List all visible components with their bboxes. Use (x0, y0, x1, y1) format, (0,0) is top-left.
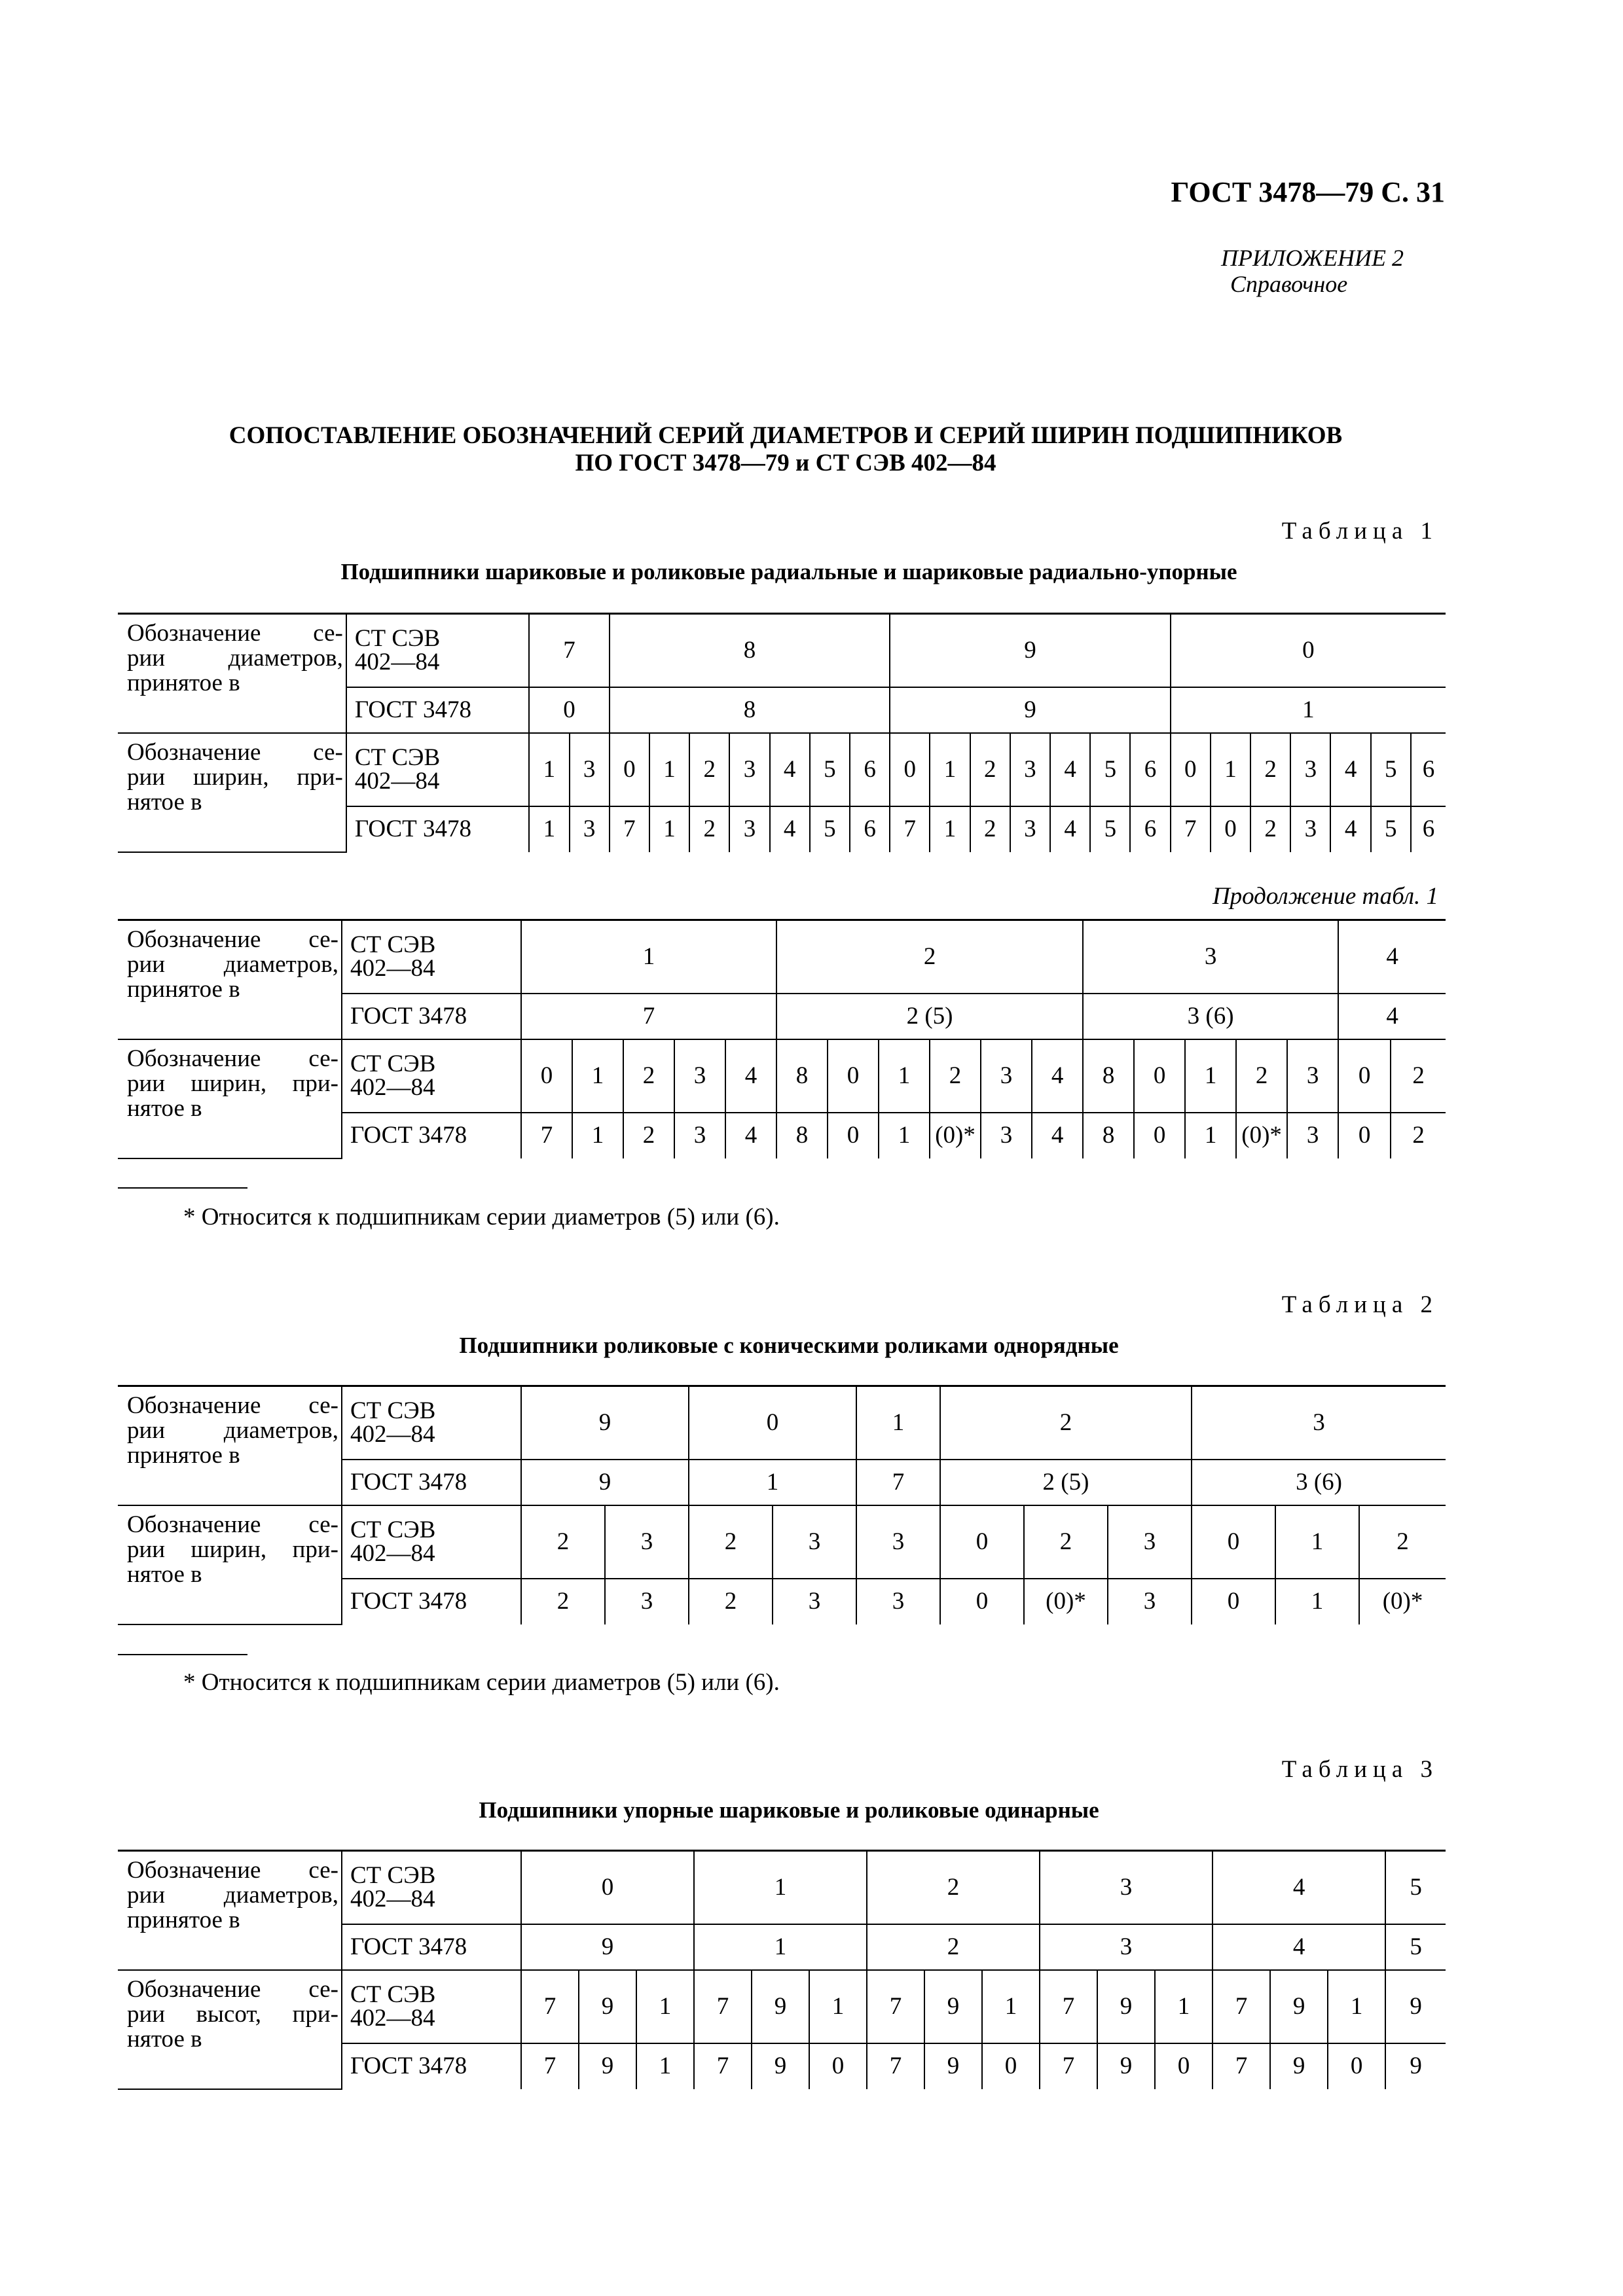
st-sev-label: СТ СЭВ 402—84 (342, 1505, 521, 1579)
table-cell: 0 (1338, 1113, 1391, 1158)
table-cell: 4 (725, 1039, 776, 1113)
table-cell: 3 (1287, 1039, 1338, 1113)
table-cell: 3 (1290, 806, 1330, 852)
gost-label: ГОСТ 3478 (342, 1460, 521, 1505)
table-cell: 8 (776, 1039, 828, 1113)
table-cell: 5 (1371, 806, 1411, 852)
table-cell: 2 (867, 1851, 1040, 1924)
table-cell: 0 (982, 2043, 1040, 2089)
table-cell: 5 (1385, 1851, 1446, 1924)
table-cell: 5 (1371, 733, 1411, 806)
table-cell: 7 (1040, 1970, 1097, 2043)
table-cell: 0 (521, 1851, 694, 1924)
main-title-line2: ПО ГОСТ 3478—79 и СТ СЭВ 402—84 (575, 450, 996, 476)
table-cell: 3 (773, 1505, 856, 1579)
gost-label: ГОСТ 3478 (342, 994, 521, 1039)
table-cell: 6 (1130, 806, 1170, 852)
table-cell: 6 (1411, 733, 1446, 806)
table-cell: 4 (1213, 1924, 1385, 1970)
table-cell: 0 (1211, 806, 1250, 852)
table-cell: 2 (5) (940, 1460, 1192, 1505)
table-cell: 0 (1134, 1039, 1185, 1113)
table2-width-desc: Обозначение се- рии ширин, при- нятое в (118, 1505, 342, 1624)
table-cell: 4 (1032, 1039, 1083, 1113)
table-cell: 1 (1211, 733, 1250, 806)
table-cell: 4 (770, 733, 810, 806)
table-cell: 0 (809, 2043, 867, 2089)
table-cell: 5 (1090, 806, 1130, 852)
table-cell: (0)* (930, 1113, 981, 1158)
table-cell: 4 (1050, 806, 1090, 852)
table-cell: 2 (1250, 806, 1290, 852)
table1-continuation-label: Продолжение табл. 1 (1212, 883, 1438, 910)
table-cell: 3 (856, 1579, 940, 1624)
table-cell: 9 (924, 1970, 982, 2043)
table-cell: 9 (579, 2043, 636, 2089)
table-cell: 2 (689, 806, 729, 852)
table-cell: 7 (1213, 2043, 1270, 2089)
footnote-rule (118, 1654, 247, 1655)
table-cell: 9 (890, 687, 1170, 733)
table-cell: 9 (1385, 2043, 1446, 2089)
table-cell: 8 (610, 614, 890, 687)
appendix-number: ПРИЛОЖЕНИЕ 2 (1221, 245, 1404, 271)
table-cell: 7 (867, 2043, 924, 2089)
table-cell: 1 (521, 920, 776, 994)
table-cell: 3 (6) (1192, 1460, 1446, 1505)
table-cell: 2 (930, 1039, 981, 1113)
table-cell: 7 (521, 2043, 579, 2089)
table-cell: 1 (694, 1924, 867, 1970)
table-cell: 3 (856, 1505, 940, 1579)
table-cell: 3 (773, 1579, 856, 1624)
table-cell: 2 (970, 806, 1010, 852)
table3 (118, 1850, 1446, 2090)
table-cell: 1 (694, 1851, 867, 1924)
table-cell: 3 (981, 1113, 1032, 1158)
table-cell: 2 (1236, 1039, 1287, 1113)
table3-diam-desc: Обозначение се- рии диаметров, принятое в (118, 1851, 342, 1970)
table-cell: 0 (1338, 1039, 1391, 1113)
table2-label: Таблица 2 (1281, 1291, 1438, 1318)
st-sev-label: СТ СЭВ 402—84 (342, 1970, 521, 2043)
table-cell: 3 (1287, 1113, 1338, 1158)
table-cell: 7 (1213, 1970, 1270, 2043)
table-cell: 3 (1040, 1851, 1213, 1924)
appendix-block (1221, 245, 1404, 297)
table-cell: 1 (930, 806, 970, 852)
table1-width-sev-row (118, 733, 1446, 806)
table-cell: 2 (623, 1039, 674, 1113)
table-cell: 2 (867, 1924, 1040, 1970)
table-cell: 2 (1359, 1505, 1446, 1579)
st-sev-label: СТ СЭВ 402—84 (342, 1386, 521, 1460)
table-cell: 1 (1328, 1970, 1385, 2043)
table-cell: 1 (649, 806, 689, 852)
table-cell: 7 (521, 994, 776, 1039)
table-cell: 9 (521, 1386, 689, 1460)
footnote-rule (118, 1187, 247, 1189)
table1-continuation (118, 919, 1446, 1159)
table-cell: 5 (1090, 733, 1130, 806)
main-title (118, 422, 1453, 477)
table3-diam-sev-row (118, 1851, 1446, 1924)
table-cell: 7 (694, 1970, 752, 2043)
table-cell: 2 (5) (776, 994, 1083, 1039)
st-sev-label: СТ СЭВ 402—84 (342, 1851, 521, 1924)
table1-label: Таблица 1 (1281, 518, 1438, 545)
table-cell: 4 (1213, 1851, 1385, 1924)
table-cell: 4 (725, 1113, 776, 1158)
table-cell: 7 (610, 806, 649, 852)
table-cell: 1 (809, 1970, 867, 2043)
table2-caption: Подшипники роликовые с коническими роликами однорядные (459, 1333, 1119, 1358)
table-cell: 3 (570, 806, 610, 852)
table2 (118, 1385, 1446, 1625)
table-cell: 7 (521, 1113, 572, 1158)
table-cell: 5 (810, 806, 850, 852)
table-cell: (0)* (1236, 1113, 1287, 1158)
table-cell: 7 (1040, 2043, 1097, 2089)
table-cell: 3 (981, 1039, 1032, 1113)
table-cell: 1 (689, 1460, 856, 1505)
table-cell: 7 (856, 1460, 940, 1505)
table-cell: 1 (572, 1039, 623, 1113)
table-cell: 2 (689, 733, 729, 806)
table-cell: 0 (1134, 1113, 1185, 1158)
table-cell: 7 (890, 806, 930, 852)
table1-caption: Подшипники шариковые и роликовые радиальные и шариковые радиально-упорные (340, 559, 1237, 584)
table-cell: 2 (1024, 1505, 1108, 1579)
table-cell: 2 (521, 1505, 605, 1579)
table-cell: 0 (940, 1579, 1024, 1624)
table3-height-sev-row (118, 1970, 1446, 2043)
table-cell: 9 (1385, 1970, 1446, 2043)
table-cell: 3 (1083, 920, 1338, 994)
table3-caption: Подшипники упорные шариковые и роликовые одинарные (479, 1797, 1099, 1823)
table-cell: 4 (1032, 1113, 1083, 1158)
table-cell: 2 (689, 1505, 773, 1579)
table-cell: 0 (1192, 1579, 1275, 1624)
table-cell: 7 (521, 1970, 579, 2043)
table-cell: 2 (970, 733, 1010, 806)
table-cell: 6 (850, 806, 890, 852)
table-cell: 7 (694, 2043, 752, 2089)
table-cell: 5 (1385, 1924, 1446, 1970)
table-cell: 2 (776, 920, 1083, 994)
table-cell: 1 (982, 1970, 1040, 2043)
table-cell: 0 (1192, 1505, 1275, 1579)
table2-width-sev-row (118, 1505, 1446, 1579)
table-cell: 1 (636, 2043, 694, 2089)
table-cell: 3 (605, 1505, 689, 1579)
table-cell: 1 (572, 1113, 623, 1158)
gost-label: ГОСТ 3478 (342, 1924, 521, 1970)
table-cell: 1 (1275, 1505, 1359, 1579)
table-cell: 2 (940, 1386, 1192, 1460)
table-cell: 9 (890, 614, 1170, 687)
table-cell: 9 (1097, 2043, 1155, 2089)
table-cell: 7 (867, 1970, 924, 2043)
table-cell: 3 (1108, 1505, 1192, 1579)
table-cell: 0 (1328, 2043, 1385, 2089)
table-cell: 2 (1250, 733, 1290, 806)
table-cell: 9 (521, 1460, 689, 1505)
table-cell: 8 (1083, 1113, 1134, 1158)
table3-height-desc: Обозначение се- рии высот, при- нятое в (118, 1970, 342, 2089)
table-cell: 1 (649, 733, 689, 806)
table-cell: 3 (605, 1579, 689, 1624)
table-cell: 8 (776, 1113, 828, 1158)
table-cell: 9 (924, 2043, 982, 2089)
table-cell: 3 (729, 733, 769, 806)
page-header: ГОСТ 3478—79 С. 31 (1171, 176, 1445, 208)
table-cell: 0 (828, 1113, 879, 1158)
gost-label: ГОСТ 3478 (346, 687, 529, 733)
table-cell: 9 (1097, 1970, 1155, 2043)
table-cell: 6 (1411, 806, 1446, 852)
table-cell: 1 (1185, 1039, 1236, 1113)
table-cell: 3 (674, 1039, 725, 1113)
table1c-width-desc: Обозначение се- рии ширин, при- нятое в (118, 1039, 342, 1158)
st-sev-label: СТ СЭВ 402—84 (342, 920, 521, 994)
table-cell: 4 (1338, 920, 1446, 994)
table-cell: 7 (1171, 806, 1211, 852)
table-cell: 6 (1130, 733, 1170, 806)
gost-label: ГОСТ 3478 (346, 806, 529, 852)
table-cell: 2 (521, 1579, 605, 1624)
table-cell: 9 (579, 1970, 636, 2043)
gost-label: ГОСТ 3478 (342, 1113, 521, 1158)
table-cell: 1 (879, 1039, 930, 1113)
table-cell: 1 (856, 1386, 940, 1460)
table-cell: 3 (1010, 733, 1050, 806)
table-cell: 1 (636, 1970, 694, 2043)
table-cell: 3 (1010, 806, 1050, 852)
table-cell: 1 (1275, 1579, 1359, 1624)
table-cell: 2 (689, 1579, 773, 1624)
table-cell: 9 (1270, 1970, 1328, 2043)
table-cell: 0 (610, 733, 649, 806)
table1c-diam-desc: Обозначение се- рии диаметров, принятое в (118, 920, 342, 1039)
table-cell: 8 (1083, 1039, 1134, 1113)
table-cell: 3 (1040, 1924, 1213, 1970)
table-cell: 9 (752, 1970, 809, 2043)
table-cell: 1 (1171, 687, 1446, 733)
table-cell: 4 (1338, 994, 1446, 1039)
table-cell: 4 (1330, 806, 1370, 852)
table-cell: 0 (529, 687, 609, 733)
table-cell: 3 (1290, 733, 1330, 806)
table-cell: 1 (529, 806, 569, 852)
table2-diam-sev-row (118, 1386, 1446, 1460)
table1-diam-sev-row (118, 614, 1446, 687)
table1 (118, 613, 1446, 853)
table-cell: 1 (1155, 1970, 1213, 2043)
table-cell: 9 (521, 1924, 694, 1970)
table1-footnote: * Относится к подшипникам серии диаметров (5) или (6). (183, 1204, 780, 1230)
table-cell: 9 (1270, 2043, 1328, 2089)
table-cell: 3 (1108, 1579, 1192, 1624)
table-cell: 1 (529, 733, 569, 806)
table1-diam-desc: Обозначение се- рии диаметров, принятое в (118, 614, 346, 733)
st-sev-label: СТ СЭВ 402—84 (346, 614, 529, 687)
table-cell: (0)* (1024, 1579, 1108, 1624)
table-cell: 1 (879, 1113, 930, 1158)
table-cell: 0 (828, 1039, 879, 1113)
table-cell: 0 (1155, 2043, 1213, 2089)
table-cell: 0 (890, 733, 930, 806)
table-cell: 3 (6) (1083, 994, 1338, 1039)
gost-label: ГОСТ 3478 (342, 1579, 521, 1624)
table-cell: 2 (623, 1113, 674, 1158)
appendix-type: Справочное (1230, 271, 1348, 297)
table-cell: 0 (689, 1386, 856, 1460)
table-cell: 3 (1192, 1386, 1446, 1460)
table3-label: Таблица 3 (1281, 1756, 1438, 1783)
st-sev-label: СТ СЭВ 402—84 (342, 1039, 521, 1113)
table-cell: 6 (850, 733, 890, 806)
table2-diam-desc: Обозначение се- рии диаметров, принятое в (118, 1386, 342, 1505)
table-cell: 4 (1330, 733, 1370, 806)
table-cell: 0 (940, 1505, 1024, 1579)
table-cell: 4 (770, 806, 810, 852)
table-cell: 4 (1050, 733, 1090, 806)
table-cell: 8 (610, 687, 890, 733)
table-cell: 0 (521, 1039, 572, 1113)
table1c-diam-sev-row (118, 920, 1446, 994)
table-cell: 0 (1171, 614, 1446, 687)
table-cell: 7 (529, 614, 609, 687)
table-cell: 3 (674, 1113, 725, 1158)
main-title-line1: СОПОСТАВЛЕНИЕ ОБОЗНАЧЕНИЙ СЕРИЙ ДИАМЕТРОВ И СЕРИЙ ШИРИН ПОДШИПНИКОВ (228, 422, 1343, 449)
table-cell: 0 (1171, 733, 1211, 806)
gost-label: ГОСТ 3478 (342, 2043, 521, 2089)
table-cell: (0)* (1359, 1579, 1446, 1624)
table-cell: 3 (570, 733, 610, 806)
st-sev-label: СТ СЭВ 402—84 (346, 733, 529, 806)
table-cell: 2 (1391, 1039, 1446, 1113)
table2-footnote: * Относится к подшипникам серии диаметров (5) или (6). (183, 1669, 780, 1696)
table-cell: 3 (729, 806, 769, 852)
table-cell: 1 (930, 733, 970, 806)
table1c-width-sev-row (118, 1039, 1446, 1113)
table-cell: 2 (1391, 1113, 1446, 1158)
table-cell: 5 (810, 733, 850, 806)
table-cell: 1 (1185, 1113, 1236, 1158)
table1-width-desc: Обозначение се- рии ширин, при- нятое в (118, 733, 346, 852)
table-cell: 9 (752, 2043, 809, 2089)
